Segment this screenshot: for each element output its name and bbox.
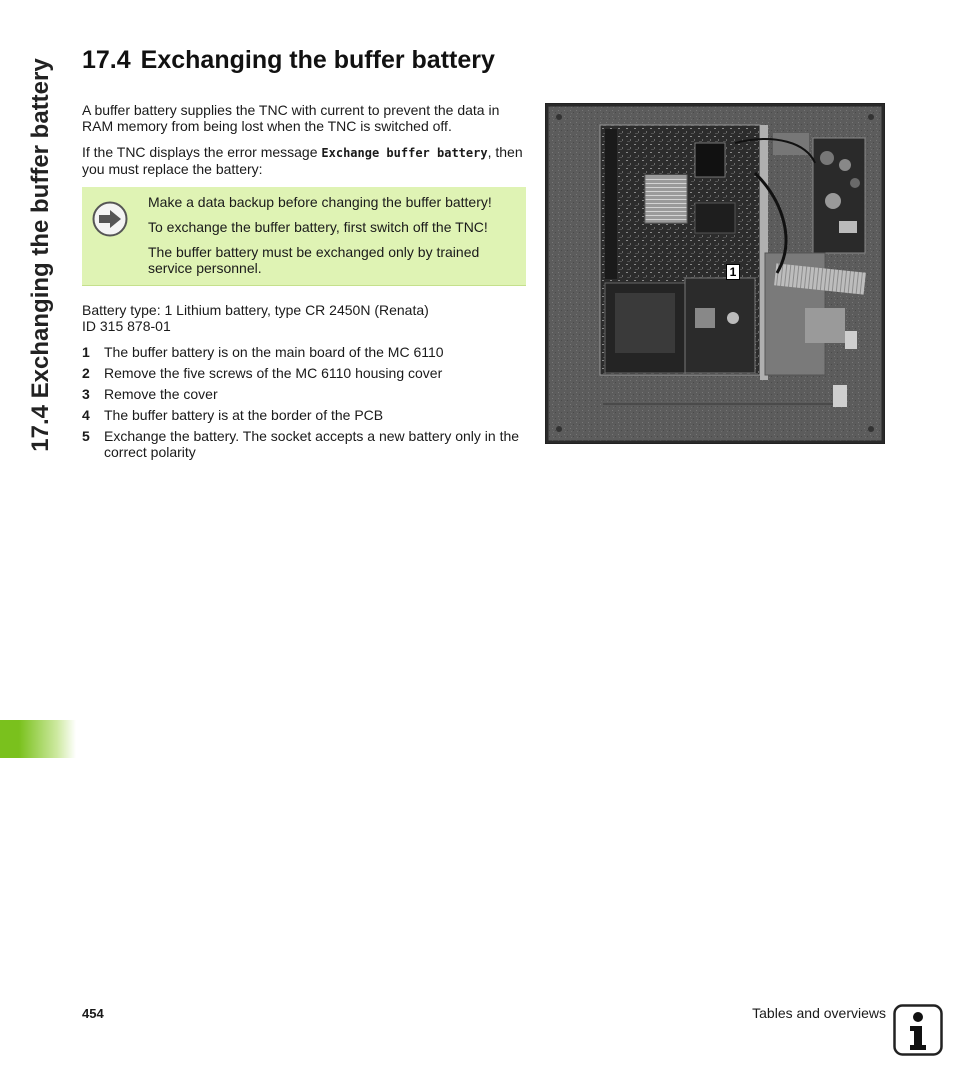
arrow-right-icon bbox=[92, 201, 128, 237]
section-number: 17.4 bbox=[82, 46, 131, 74]
intro-paragraph: A buffer battery supplies the TNC with current to prevent the data in RAM memory from being lost when the TNC is switched off. bbox=[82, 102, 500, 134]
note-line: Make a data backup before changing the buffer battery! bbox=[148, 194, 492, 210]
page-title bbox=[82, 46, 495, 75]
section-title: Exchanging the buffer battery bbox=[140, 46, 495, 74]
note-box bbox=[82, 187, 526, 286]
battery-info bbox=[82, 302, 527, 334]
error-paragraph: If the TNC displays the error message Exchange buffer battery, then you must replace the battery: bbox=[82, 144, 523, 177]
list-item: 2 Remove the five screws of the MC 6110 housing cover bbox=[82, 365, 443, 381]
chapter-tab-marker bbox=[0, 720, 76, 758]
error-message-code: Exchange buffer battery bbox=[321, 146, 488, 160]
list-item: 3 Remove the cover bbox=[82, 386, 218, 402]
battery-id: ID 315 878-01 bbox=[82, 318, 171, 334]
list-item: 5 Exchange the battery. The socket accepts a new battery only in the correct polarity bbox=[82, 428, 520, 460]
step-list bbox=[82, 344, 527, 465]
photo-callout-label: 1 bbox=[726, 264, 740, 280]
sidebar-chapter-title: 17.4 Exchanging the buffer battery bbox=[26, 58, 54, 452]
list-item: 1 The buffer battery is on the main board of the MC 6110 bbox=[82, 344, 444, 360]
hardware-photo bbox=[545, 103, 885, 444]
page-number: 454 bbox=[82, 1006, 104, 1021]
list-item: 4 The buffer battery is at the border of the PCB bbox=[82, 407, 384, 423]
battery-type: Battery type: 1 Lithium battery, type CR 2450N (Renata) bbox=[82, 302, 429, 318]
note-line: To exchange the buffer battery, first switch off the TNC! bbox=[148, 219, 488, 235]
note-line: The buffer battery must be exchanged only by trained service personnel. bbox=[148, 244, 480, 276]
footer-section-label: Tables and overviews bbox=[752, 1005, 886, 1021]
mc6110-board-illustration bbox=[545, 103, 885, 444]
info-icon bbox=[893, 1004, 943, 1056]
